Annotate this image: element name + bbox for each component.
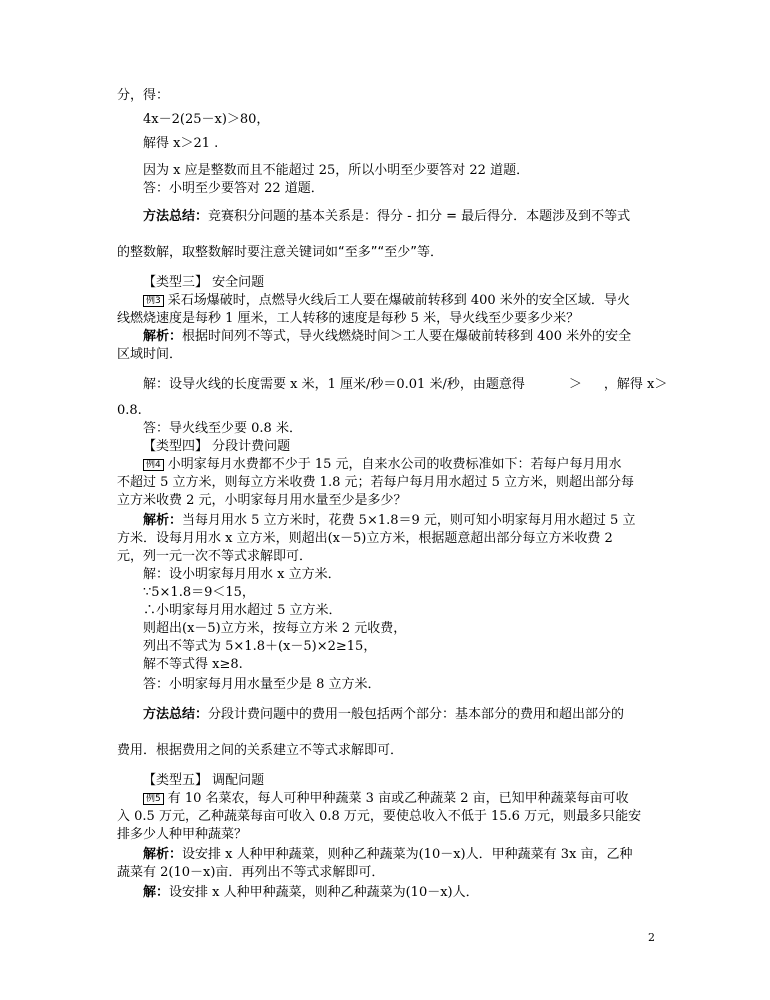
- example-tag: 例5: [143, 793, 164, 805]
- text-line: 则超出(x－5)立方米，按每立方米 2 元收费，: [143, 621, 407, 636]
- analysis-label: 解析：: [143, 329, 183, 344]
- text-line: 入 0.5 万元，乙种蔬菜每亩可收入 0.8 万元，要使总收入不低于 15.6 万元，则最多只能安: [117, 809, 642, 824]
- analysis-line: 解析：根据时间列不等式，导火线燃烧时间＞工人要在爆破前转移到 400 米外的安全: [143, 329, 632, 344]
- section-heading: 【类型三】 安全问题: [143, 275, 265, 290]
- analysis-label: 解析：: [143, 847, 183, 862]
- section-heading: 【类型四】 分段计费问题: [143, 439, 291, 454]
- text-line: 解得 x＞21 .: [143, 136, 219, 151]
- analysis-label: 解析：: [143, 513, 183, 528]
- analysis-line: 解析：设安排 x 人种甲种蔬菜，则种乙种蔬菜为(10－x)人．甲种蔬菜有 3x 亩，乙种: [143, 847, 633, 862]
- solution-line: 解：设导火线的长度需要 x 米，1 厘米/秒＝0.01 米/秒，由题意得 ＞ ，解得 x＞: [143, 377, 668, 392]
- method-summary-label: 方法总结：: [143, 209, 209, 224]
- method-summary-label: 方法总结：: [143, 707, 209, 722]
- text-line: 蔬菜有 2(10－x)亩．再列出不等式求解即可．: [117, 865, 385, 880]
- text-line: 区域时间．: [117, 347, 183, 362]
- text-line: 答：小明家每月用水量至少是 8 立方米．: [143, 677, 381, 692]
- text-line: ∴小明家每月用水超过 5 立方米．: [143, 603, 342, 618]
- text-line: 不超过 5 立方米，则每立方米收费 1.8 元；若每户每月用水超过 5 立方米，则超出部分每: [117, 475, 635, 490]
- example-tag: 例4: [143, 459, 164, 471]
- example-line: 例5 有 10 名菜农，每人可种甲种蔬菜 3 亩或乙种蔬菜 2 亩，已知甲种蔬菜每亩可收: [143, 791, 629, 807]
- text-line: 立方米收费 2 元，小明家每月用水量至少是多少？: [117, 493, 407, 508]
- text-line: 元，列一元一次不等式求解即可．: [117, 549, 313, 564]
- text-line: 线燃烧速度是每秒 1 厘米，工人转移的速度是每秒 5 米，导火线至少要多少米？: [117, 311, 580, 326]
- text-line: 0.8.: [117, 403, 142, 418]
- text-line: 费用．根据费用之间的关系建立不等式求解即可．: [117, 743, 404, 758]
- example-tag: 例3: [143, 295, 164, 307]
- text-line: 4x－2(25－x)＞80，: [143, 112, 270, 127]
- text-line: 解不等式得 x≥8.: [143, 657, 243, 672]
- example-line: 例3 采石场爆破时，点燃导火线后工人要在爆破前转移到 400 米外的安全区域．导火: [143, 293, 630, 309]
- solution-label: 解：: [143, 885, 170, 900]
- section-heading: 【类型五】 调配问题: [143, 773, 265, 788]
- text-line: 答：导火线至少要 0.8 米．: [143, 421, 302, 436]
- text-line: 解：设小明家每月用水 x 立方米．: [143, 567, 341, 582]
- text-line: 分，得：: [117, 88, 170, 103]
- solution-line: 解：设安排 x 人种甲种蔬菜，则种乙种蔬菜为(10－x)人．: [143, 885, 479, 900]
- method-summary: [143, 707, 624, 723]
- text-line: 因为 x 应是整数而且不能超过 25，所以小明至少要答对 22 道题．: [143, 163, 530, 178]
- text-line: 方米．设每月用水 x 立方米，则超出(x－5)立方米，根据题意超出部分每立方米收费 2: [117, 531, 613, 546]
- method-summary: [143, 209, 630, 225]
- example-line: 例4 小明家每月水费都不少于 15 元，自来水公司的收费标准如下：若每户每月用水: [143, 457, 622, 473]
- text-line: 的整数解，取整数解时要注意关键词如“至多”“至少”等．: [117, 245, 443, 260]
- analysis-line: 解析：当每月用水 5 立方米时，花费 5×1.8＝9 元，则可知小明家每月用水超过 5 立: [143, 513, 636, 528]
- text-line: 列出不等式为 5×1.8＋(x－5)×2≥15，: [143, 639, 377, 654]
- text-line: 排多少人种甲种蔬菜？: [117, 827, 248, 842]
- text-line: 答：小明至少要答对 22 道题．: [143, 181, 324, 196]
- method-summary-text: 分段计费问题中的费用一般包括两个部分：基本部分的费用和超出部分的: [208, 707, 625, 722]
- page-number: 2: [648, 931, 655, 944]
- text-line: ∵5×1.8＝9＜15，: [143, 585, 255, 600]
- method-summary-text: 竞赛积分问题的基本关系是：得分 - 扣分 = 最后得分．本题涉及到不等式: [208, 209, 631, 224]
